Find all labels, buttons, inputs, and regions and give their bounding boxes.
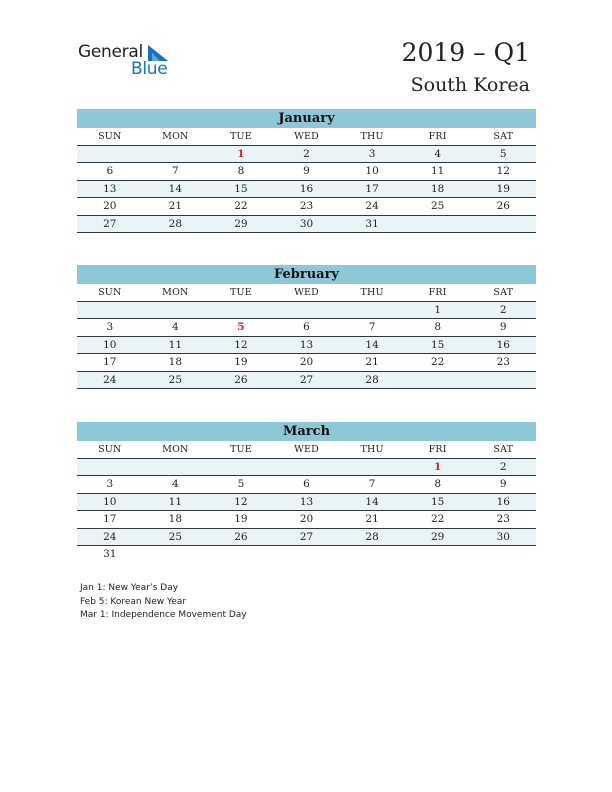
day-cell: 7 xyxy=(368,321,376,333)
day-cell: 29 xyxy=(234,217,248,230)
day-cell: 11 xyxy=(168,495,183,508)
day-cell: 15 xyxy=(430,338,445,351)
weekday-label: THU xyxy=(360,287,384,298)
holiday-note: Mar 1: Independence Movement Day xyxy=(80,610,247,620)
weekday-label: WED xyxy=(294,444,319,455)
day-cell: 3 xyxy=(106,478,114,490)
weekday-label: THU xyxy=(360,444,384,455)
week-row xyxy=(77,476,536,494)
day-cell: 25 xyxy=(430,200,445,212)
day-cell: 13 xyxy=(299,338,314,351)
day-cell: 19 xyxy=(234,356,248,368)
weekday-header-row xyxy=(77,441,536,459)
day-cell: 6 xyxy=(106,165,114,177)
day-cell: 20 xyxy=(299,513,314,525)
day-cell xyxy=(405,372,471,389)
day-cell: 5 xyxy=(499,147,507,160)
day-cell: 12 xyxy=(496,165,510,177)
day-cell xyxy=(143,459,209,476)
day-cell: 10 xyxy=(103,338,117,351)
week-row xyxy=(77,319,536,337)
day-cell: 12 xyxy=(234,495,248,508)
week-row xyxy=(77,181,536,199)
day-cell: 9 xyxy=(499,321,507,333)
day-cell xyxy=(470,216,536,233)
day-cell: 28 xyxy=(168,217,183,230)
weekday-label: SUN xyxy=(98,444,122,455)
holiday-note: Jan 1: New Year’s Day xyxy=(80,583,179,593)
day-cell xyxy=(339,302,405,319)
week-row xyxy=(77,337,536,355)
day-cell: 28 xyxy=(365,530,379,543)
day-cell: 15 xyxy=(430,495,445,508)
day-cell: 23 xyxy=(496,513,510,525)
weekday-header-row xyxy=(77,284,536,302)
day-cell xyxy=(405,546,471,564)
day-cell: 26 xyxy=(234,530,248,543)
day-cell: 11 xyxy=(430,165,445,177)
day-cell: 14 xyxy=(365,495,379,508)
week-row xyxy=(77,511,536,529)
day-cell: 14 xyxy=(365,338,379,351)
day-cell: 29 xyxy=(430,530,445,543)
week-row xyxy=(77,198,536,216)
day-cell: 10 xyxy=(103,495,117,508)
weekday-header-row xyxy=(77,128,536,146)
day-cell xyxy=(405,216,471,233)
day-cell: 22 xyxy=(430,356,445,368)
day-cell xyxy=(143,302,209,319)
day-cell xyxy=(77,302,143,319)
month-title: January xyxy=(77,109,536,128)
day-cell: 8 xyxy=(434,321,442,333)
logo-word-general: General xyxy=(78,42,143,62)
day-cell: 31 xyxy=(365,217,379,230)
logo-word-blue: Blue xyxy=(131,59,168,79)
month-title: March xyxy=(77,422,536,441)
day-cell xyxy=(77,146,143,163)
day-cell xyxy=(77,459,143,476)
day-cell: 20 xyxy=(103,200,117,212)
day-cell: 13 xyxy=(103,182,117,195)
day-cell: 21 xyxy=(365,356,379,368)
day-cell: 23 xyxy=(299,200,314,212)
day-cell: 21 xyxy=(168,200,183,212)
day-cell: 8 xyxy=(434,478,442,490)
day-cell: 2 xyxy=(499,460,507,473)
day-cell: 7 xyxy=(172,165,179,177)
month-february xyxy=(77,265,536,389)
day-cell: 19 xyxy=(234,513,248,525)
weekday-label: TUE xyxy=(230,131,252,142)
day-cell xyxy=(274,546,340,564)
day-cell: 3 xyxy=(106,321,114,333)
weekday-label: WED xyxy=(294,287,319,298)
day-cell xyxy=(470,546,536,564)
day-cell: 27 xyxy=(299,530,314,543)
weekday-label: FRI xyxy=(428,444,447,455)
day-cell: 1 xyxy=(434,460,442,473)
day-cell: 9 xyxy=(499,478,507,490)
weekday-label: SAT xyxy=(493,444,514,455)
day-cell: 22 xyxy=(234,200,248,212)
day-cell: 24 xyxy=(365,200,379,212)
day-cell: 25 xyxy=(168,530,183,543)
week-row xyxy=(77,546,536,564)
day-cell xyxy=(143,546,209,564)
day-cell: 3 xyxy=(368,147,376,160)
day-cell: 4 xyxy=(172,478,179,490)
day-cell: 4 xyxy=(434,147,442,160)
week-row xyxy=(77,216,536,234)
day-cell: 14 xyxy=(168,182,183,195)
weekday-label: FRI xyxy=(428,131,447,142)
weekday-label: MON xyxy=(162,444,189,455)
day-cell: 27 xyxy=(299,373,314,386)
logo xyxy=(78,42,178,82)
day-cell: 18 xyxy=(430,182,445,195)
holiday-note: Feb 5: Korean New Year xyxy=(80,596,187,607)
day-cell: 15 xyxy=(234,182,248,195)
day-cell: 17 xyxy=(103,513,117,525)
day-cell xyxy=(208,546,274,564)
weekday-label: MON xyxy=(162,131,189,142)
day-cell: 22 xyxy=(430,513,445,525)
week-row xyxy=(77,146,536,164)
day-cell: 19 xyxy=(496,182,510,195)
month-title: February xyxy=(77,265,536,284)
day-cell: 2 xyxy=(303,147,310,160)
day-cell: 11 xyxy=(168,338,183,351)
day-cell: 30 xyxy=(299,217,314,230)
day-cell: 26 xyxy=(496,200,510,212)
day-cell: 6 xyxy=(303,321,310,333)
day-cell: 21 xyxy=(365,513,379,525)
day-cell: 18 xyxy=(168,513,183,525)
day-cell: 4 xyxy=(172,321,179,333)
week-row xyxy=(77,494,536,512)
day-cell: 18 xyxy=(168,356,183,368)
page-title: 2019 – Q1 xyxy=(401,38,530,67)
day-cell: 2 xyxy=(499,303,507,316)
week-row xyxy=(77,302,536,320)
weekday-label: TUE xyxy=(230,287,252,298)
day-cell: 20 xyxy=(299,356,314,368)
day-cell: 17 xyxy=(365,182,379,195)
weekday-label: MON xyxy=(162,287,189,298)
day-cell: 7 xyxy=(368,478,376,490)
day-cell xyxy=(208,302,274,319)
weekday-label: WED xyxy=(294,131,319,142)
day-cell: 27 xyxy=(103,217,117,230)
day-cell xyxy=(470,372,536,389)
day-cell xyxy=(274,459,340,476)
day-cell: 26 xyxy=(234,373,248,386)
week-row xyxy=(77,354,536,372)
month-january xyxy=(77,109,536,233)
week-row xyxy=(77,372,536,390)
day-cell: 24 xyxy=(103,530,117,543)
day-cell xyxy=(274,302,340,319)
weekday-label: SUN xyxy=(98,131,122,142)
weekday-label: FRI xyxy=(428,287,447,298)
day-cell: 31 xyxy=(103,548,117,560)
month-march xyxy=(77,422,536,564)
day-cell: 10 xyxy=(365,165,379,177)
day-cell: 6 xyxy=(303,478,310,490)
day-cell: 12 xyxy=(234,338,248,351)
weekday-label: SAT xyxy=(493,287,514,298)
weekday-label: SUN xyxy=(98,287,122,298)
day-cell: 16 xyxy=(496,338,510,351)
day-cell: 8 xyxy=(237,165,245,177)
day-cell: 17 xyxy=(103,356,117,368)
country-title: South Korea xyxy=(410,74,530,96)
day-cell: 23 xyxy=(496,356,510,368)
day-cell: 16 xyxy=(299,182,314,195)
day-cell: 9 xyxy=(303,165,310,177)
day-cell: 16 xyxy=(496,495,510,508)
day-cell: 5 xyxy=(237,478,245,490)
holiday-notes xyxy=(80,582,247,623)
day-cell: 28 xyxy=(365,373,379,386)
day-cell: 1 xyxy=(434,303,442,316)
week-row xyxy=(77,163,536,181)
day-cell xyxy=(208,459,274,476)
day-cell xyxy=(339,546,405,564)
day-cell: 30 xyxy=(496,530,510,543)
week-row xyxy=(77,529,536,547)
day-cell: 13 xyxy=(299,495,314,508)
day-cell xyxy=(339,459,405,476)
weekday-label: SAT xyxy=(493,131,514,142)
weekday-label: TUE xyxy=(230,444,252,455)
day-cell: 5 xyxy=(237,321,245,333)
day-cell xyxy=(143,146,209,163)
day-cell: 25 xyxy=(168,373,183,386)
week-row xyxy=(77,459,536,477)
weekday-label: THU xyxy=(360,131,384,142)
day-cell: 1 xyxy=(237,147,245,160)
day-cell: 24 xyxy=(103,373,117,386)
